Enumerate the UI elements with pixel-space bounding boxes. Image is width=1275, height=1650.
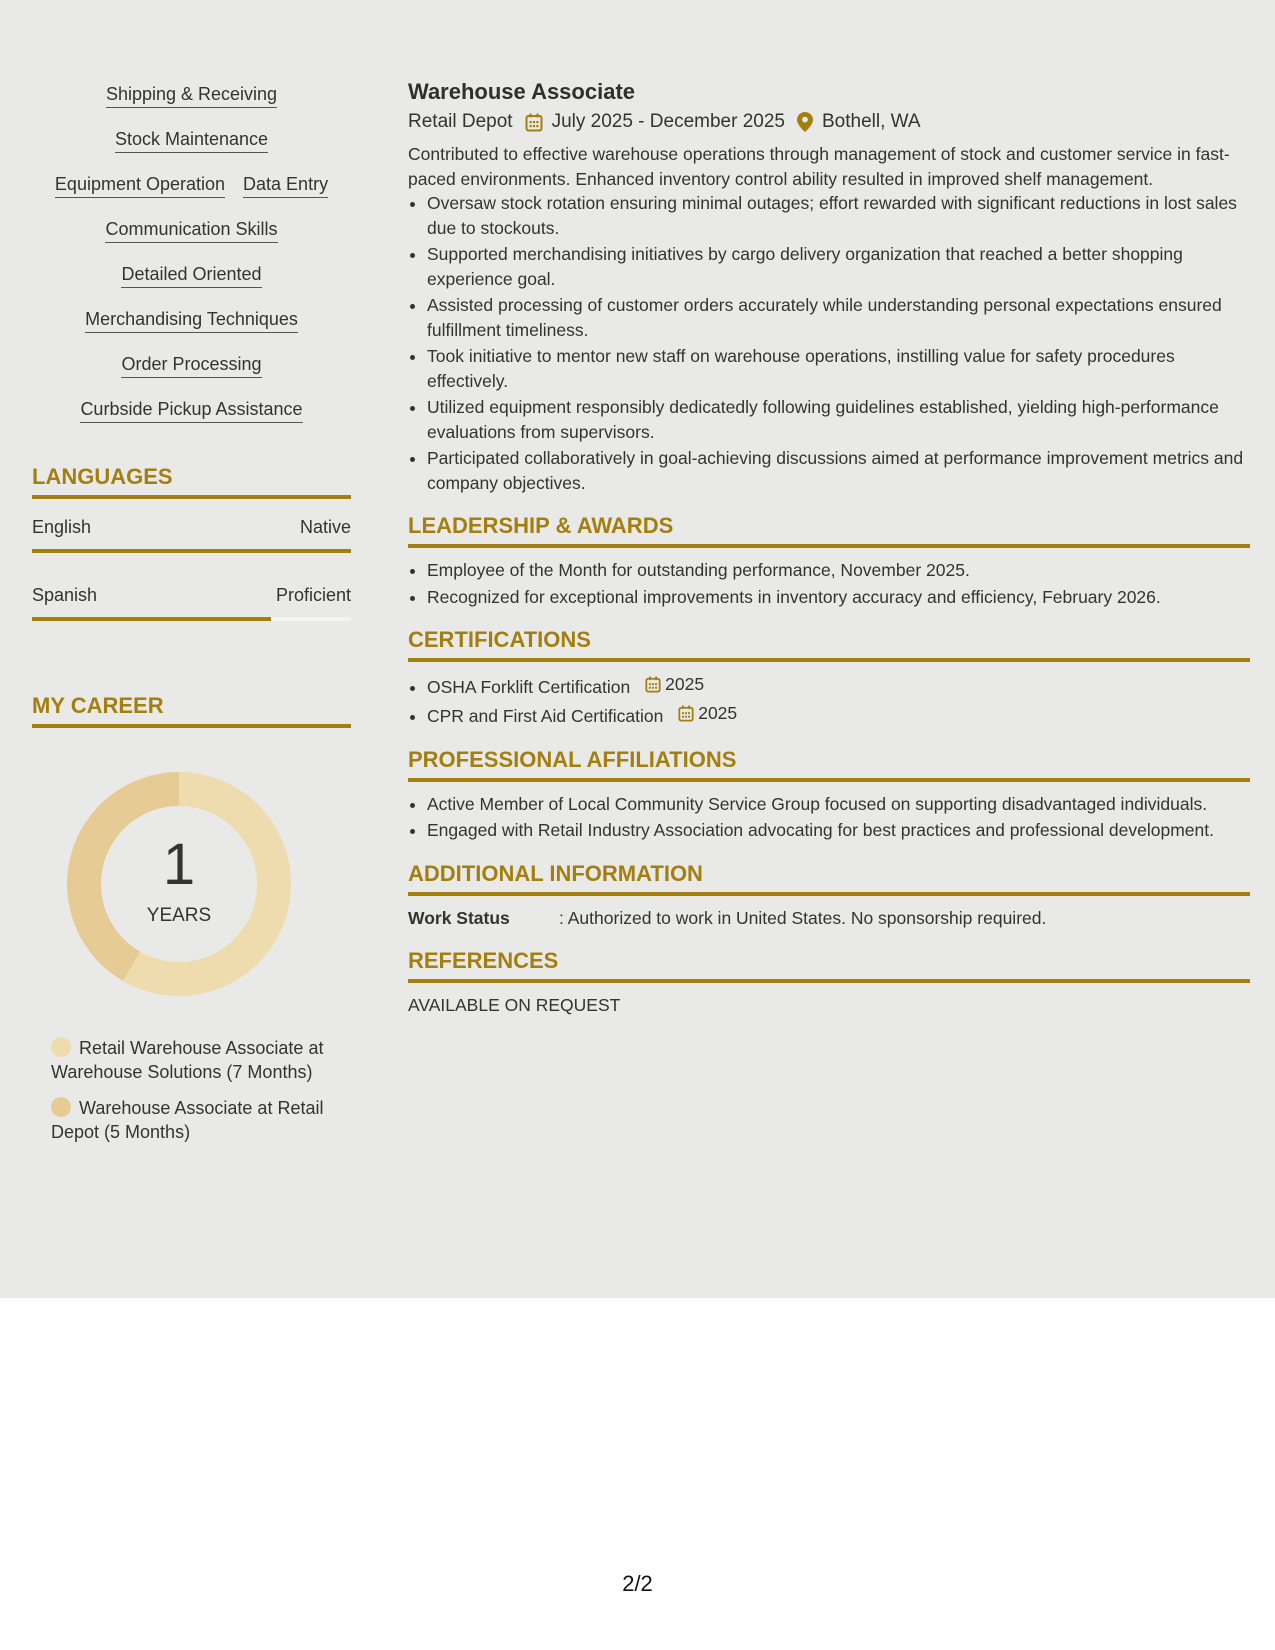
language-level: Proficient — [275, 585, 351, 605]
skill-row — [32, 397, 351, 423]
calendar-icon — [645, 676, 661, 693]
list-item: • Participated collaboratively in goal-achieving discussions aimed at performance improvement metrics and company objectives. — [427, 446, 1250, 495]
skill-row — [32, 217, 351, 243]
skill-row — [32, 82, 351, 108]
list-item — [427, 701, 1250, 728]
skill-tag: Curbside Pickup Assistance — [80, 397, 302, 423]
list-item: • Oversaw stock rotation ensuring minimal outages; effort rewarded with significant reductions in lost sales due to stockouts. — [427, 191, 1250, 240]
skill-tag: Equipment Operation — [55, 172, 225, 198]
legend-dot — [51, 1037, 71, 1057]
skill-row — [32, 352, 351, 378]
certifications-heading: CERTIFICATIONS — [408, 627, 1250, 662]
job-dates: July 2025 - December 2025 — [551, 111, 785, 132]
work-status-row — [408, 906, 1250, 930]
right-column — [408, 78, 1250, 1017]
list-item: • Recognized for exceptional improvements in inventory accuracy and efficiency, February 2026. — [427, 585, 1250, 610]
legend-dot — [51, 1097, 71, 1117]
legend-item — [51, 1036, 341, 1084]
career-total-number: 1 — [162, 832, 196, 897]
career-heading: MY CAREER — [32, 693, 351, 728]
leadership-heading: LEADERSHIP & AWARDS — [408, 513, 1250, 548]
calendar-icon — [525, 113, 543, 132]
skill-row — [32, 307, 351, 333]
additional-info-heading: ADDITIONAL INFORMATION — [408, 861, 1250, 896]
certification-year: 2025 — [698, 703, 738, 724]
legend-item — [51, 1096, 341, 1144]
certification-name: OSHA Forklift Certification — [427, 676, 631, 697]
languages-heading: LANGUAGES — [32, 464, 351, 499]
skill-row — [32, 127, 351, 153]
skill-row — [32, 262, 351, 288]
list-item: • Utilized equipment responsibly dedicatedly following guidelines established, yielding high-performance evaluations from supervisors. — [427, 395, 1250, 444]
language-item — [32, 515, 351, 553]
language-name: Spanish — [32, 585, 98, 605]
leadership-section — [408, 513, 1250, 609]
language-level-bar — [32, 549, 351, 553]
language-item — [32, 583, 351, 621]
skill-tag: Order Processing — [121, 352, 261, 378]
skill-tag: Data Entry — [243, 172, 328, 198]
legend-label: Warehouse Associate at Retail Depot (5 Months) — [51, 1098, 324, 1142]
career-total-unit: YEARS — [146, 905, 212, 926]
references-text: AVAILABLE ON REQUEST — [408, 994, 621, 1015]
job-title: Warehouse Associate — [408, 79, 636, 104]
skill-tag: Shipping & Receiving — [106, 82, 277, 108]
affiliations-heading: PROFESSIONAL AFFILIATIONS — [408, 747, 1250, 782]
job-bullets — [408, 191, 1250, 495]
skill-tag: Merchandising Techniques — [85, 307, 298, 333]
left-column — [32, 82, 351, 1156]
job-location: Bothell, WA — [821, 111, 921, 132]
skill-tag: Stock Maintenance — [115, 127, 268, 153]
language-name: English — [32, 517, 92, 537]
language-level-fill — [32, 549, 351, 553]
job-summary: Contributed to effective warehouse operations through management of stock and customer service in fast-paced environments. Enhanced inventory control ability resulted in improved shelf management. — [408, 144, 1230, 189]
page-number: 2/2 — [622, 1571, 653, 1596]
list-item: • Took initiative to mentor new staff on warehouse operations, instilling value for safety procedures effectively. — [427, 344, 1250, 393]
certifications-section — [408, 627, 1250, 729]
work-status-value: : Authorized to work in United States. No sponsorship required. — [559, 907, 1047, 928]
career-legend — [51, 1036, 341, 1144]
references-section — [408, 948, 1250, 1017]
skill-row — [32, 172, 351, 198]
skill-tag: Detailed Oriented — [121, 262, 261, 288]
legend-label: Retail Warehouse Associate at Warehouse Solutions (7 Months) — [51, 1038, 324, 1082]
language-level-fill — [32, 617, 271, 621]
affiliations-section — [408, 747, 1250, 843]
career-donut-chart — [65, 770, 293, 998]
calendar-icon — [678, 705, 694, 722]
job-meta — [408, 109, 1250, 135]
skill-tag: Communication Skills — [105, 217, 277, 243]
list-item — [427, 672, 1250, 699]
language-level-bar — [32, 617, 351, 621]
list-item: • Employee of the Month for outstanding performance, November 2025. — [427, 558, 1250, 583]
additional-info-section — [408, 861, 1250, 930]
skills-list — [32, 82, 351, 423]
certification-year: 2025 — [665, 674, 705, 694]
company-name: Retail Depot — [408, 111, 513, 132]
work-status-label: Work Status — [408, 907, 510, 928]
list-item: • Engaged with Retail Industry Association advocating for best practices and professional development. — [427, 818, 1250, 843]
list-item: • Active Member of Local Community Service Group focused on supporting disadvantaged individuals. — [427, 792, 1250, 817]
location-pin-icon — [797, 112, 813, 132]
references-heading: REFERENCES — [408, 948, 1250, 983]
list-item: • Supported merchandising initiatives by cargo delivery organization that reached a better shopping experience goal. — [427, 242, 1250, 291]
list-item: • Assisted processing of customer orders accurately while understanding personal expectations ensured fulfillment timeliness. — [427, 293, 1250, 342]
language-level: Native — [299, 517, 351, 537]
certification-name: CPR and First Aid Certification — [427, 706, 664, 726]
